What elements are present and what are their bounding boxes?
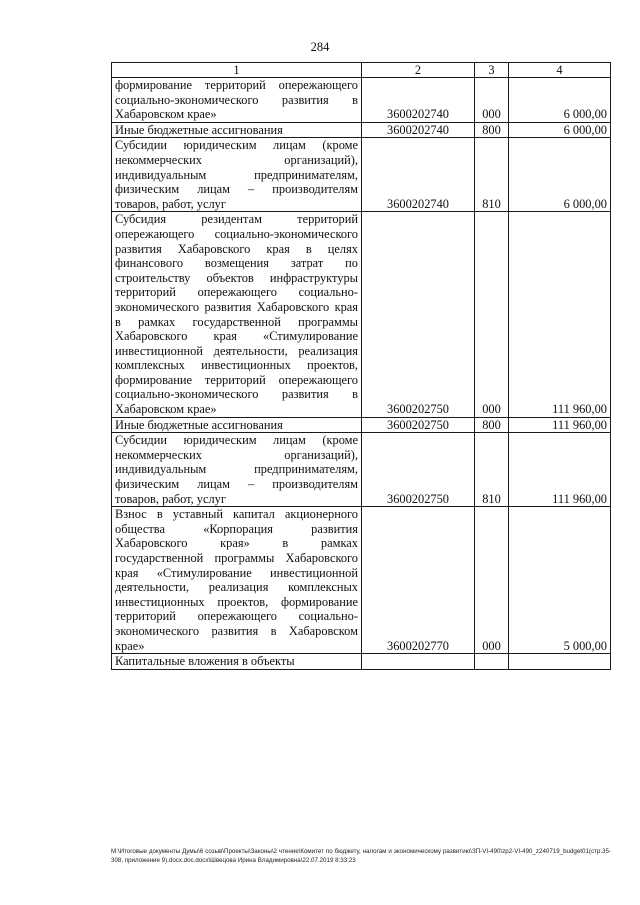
row-description: Субсидии юридическим лицам (кроме некоммерческих организаций), индивидуальным предпринимателям, физическим лицам – производителям товаров, работ, услуг bbox=[112, 433, 362, 507]
table-row bbox=[112, 507, 611, 654]
row-amount: 111 960,00 bbox=[509, 417, 611, 433]
column-header-4: 4 bbox=[509, 63, 611, 78]
row-amount: 111 960,00 bbox=[509, 433, 611, 507]
file-path-footer: M:\Итоговые документы Думы\6 созыв\Проекты\Законы\2 чтение\Комитет по бюджету, налогам и экономическому развитию\ЗП-VI-490\zp2-VI-490_z240719_budget01(стр.35-308, приложение 9).docx.doc.docx\Швецова Ирина Владимировна\22.07.2019 8:33:23 bbox=[111, 848, 611, 864]
row-expense-type: 000 bbox=[475, 212, 509, 417]
column-header-3: 3 bbox=[475, 63, 509, 78]
row-target-code: 3600202740 bbox=[362, 122, 475, 138]
row-description: Субсидия резидентам территорий опережающего социально-экономического развития Хабаровского края в целях финансового возмещения затрат по строительству объектов инфраструктуры территорий опережающего социально-экономического развития Хабаровского края в рамках государственной программы Хабаровского края «Стимулирование инвестиционной деятельности, реализация комплексных инвестиционных проектов, формирование территорий опережающего социально-экономического развития в Хабаровском крае» bbox=[112, 212, 362, 417]
column-header-2: 2 bbox=[362, 63, 475, 78]
row-expense-type: 800 bbox=[475, 417, 509, 433]
table-row bbox=[112, 654, 611, 670]
row-target-code: 3600202750 bbox=[362, 433, 475, 507]
row-target-code: 3600202750 bbox=[362, 212, 475, 417]
row-amount: 6 000,00 bbox=[509, 122, 611, 138]
row-amount: 6 000,00 bbox=[509, 78, 611, 123]
row-amount: 111 960,00 bbox=[509, 212, 611, 417]
row-amount: 5 000,00 bbox=[509, 507, 611, 654]
row-expense-type: 810 bbox=[475, 138, 509, 212]
table-row bbox=[112, 417, 611, 433]
row-description: Субсидии юридическим лицам (кроме некоммерческих организаций), индивидуальным предпринимателям, физическим лицам – производителям товаров, работ, услуг bbox=[112, 138, 362, 212]
table-row bbox=[112, 212, 611, 417]
row-target-code: 3600202740 bbox=[362, 78, 475, 123]
row-amount bbox=[509, 654, 611, 670]
row-target-code bbox=[362, 654, 475, 670]
row-target-code: 3600202770 bbox=[362, 507, 475, 654]
row-description: формирование территорий опережающего социально-экономического развития в Хабаровском крае» bbox=[112, 78, 362, 123]
table-header-row bbox=[112, 63, 611, 78]
budget-table bbox=[111, 62, 611, 670]
row-description: Иные бюджетные ассигнования bbox=[112, 417, 362, 433]
row-amount: 6 000,00 bbox=[509, 138, 611, 212]
table-row bbox=[112, 78, 611, 123]
row-expense-type: 000 bbox=[475, 78, 509, 123]
row-description: Иные бюджетные ассигнования bbox=[112, 122, 362, 138]
table-row bbox=[112, 433, 611, 507]
table-row bbox=[112, 138, 611, 212]
row-expense-type: 000 bbox=[475, 507, 509, 654]
row-description: Капитальные вложения в объекты bbox=[112, 654, 362, 670]
row-expense-type: 810 bbox=[475, 433, 509, 507]
row-target-code: 3600202750 bbox=[362, 417, 475, 433]
table-row bbox=[112, 122, 611, 138]
row-description: Взнос в уставный капитал акционерного общества «Корпорация развития Хабаровского края» в рамках государственной программы Хабаровского края «Стимулирование инвестиционной деятельности, реализация комплексных инвестиционных проектов, формирование территорий опережающего социально-экономического развития в Хабаровском крае» bbox=[112, 507, 362, 654]
column-header-1: 1 bbox=[112, 63, 362, 78]
row-expense-type bbox=[475, 654, 509, 670]
row-target-code: 3600202740 bbox=[362, 138, 475, 212]
row-expense-type: 800 bbox=[475, 122, 509, 138]
page-number: 284 bbox=[310, 40, 330, 54]
